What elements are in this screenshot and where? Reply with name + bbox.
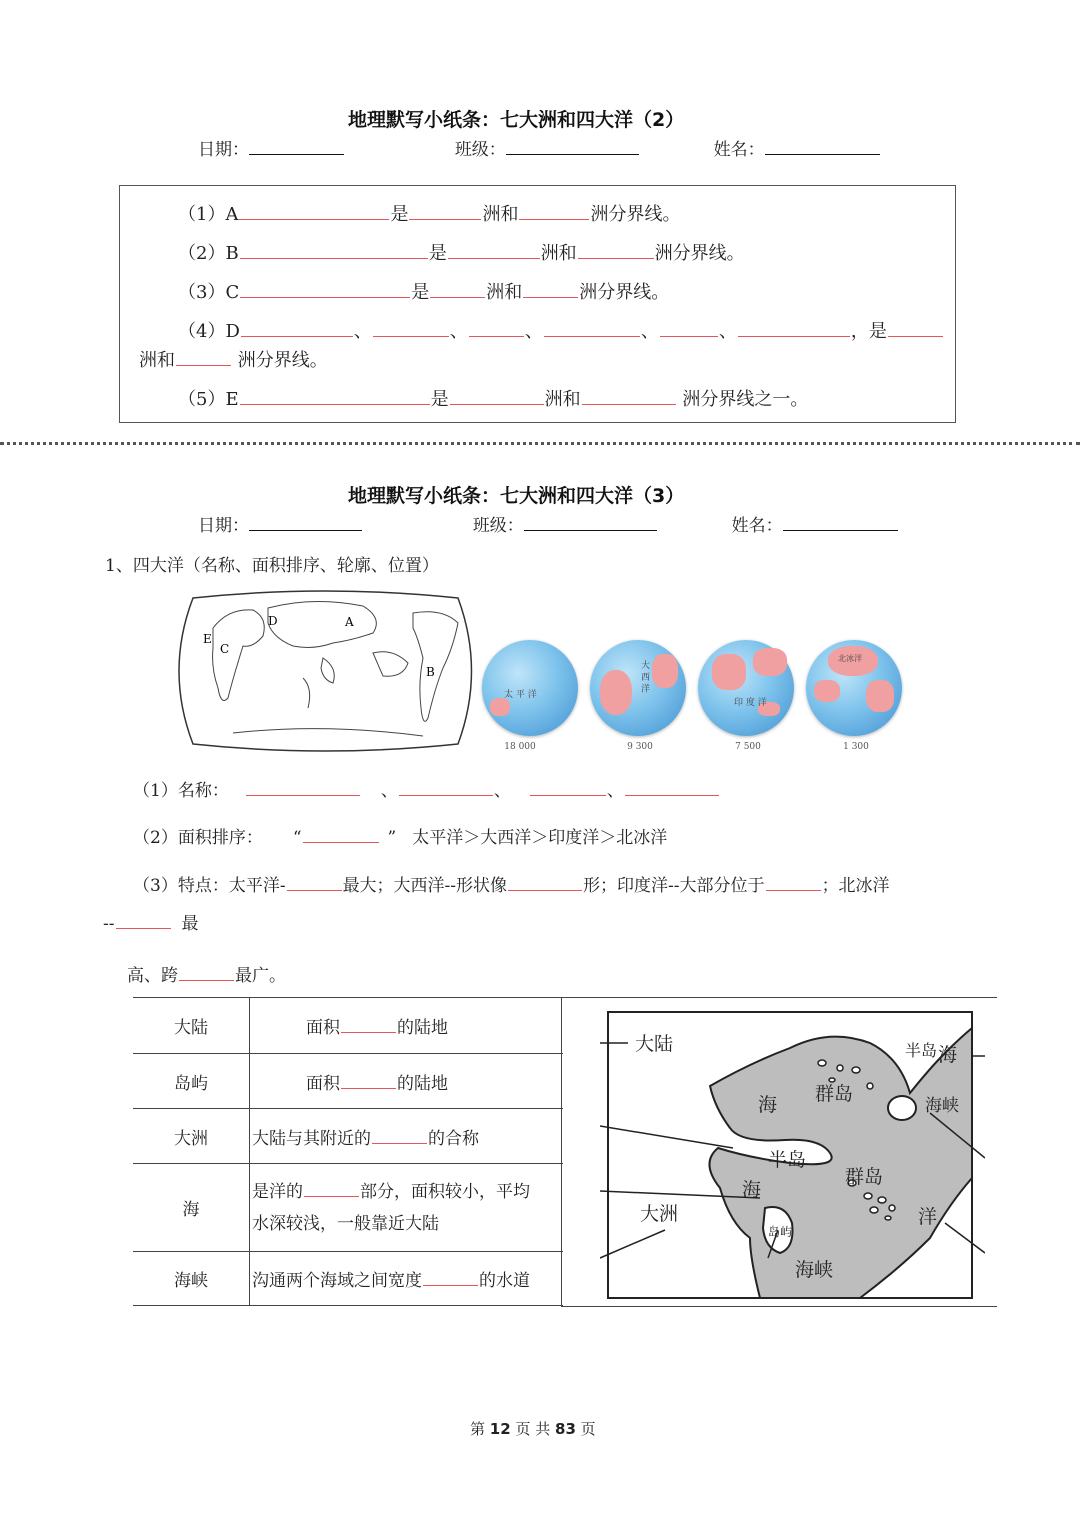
term-cell: 大洲 bbox=[133, 1109, 250, 1164]
table-divider bbox=[561, 997, 562, 1307]
globe-label-3: 7 500 bbox=[735, 742, 761, 752]
s3-p3-line1: （3）特点：太平洋- 最大；大西洋--形状像 形；印度洋--大部分位于 ；北冰洋 bbox=[133, 876, 890, 896]
s2-q2-blank-a[interactable] bbox=[240, 257, 428, 259]
page-footer: 第 12 页 共 83 页 bbox=[470, 1420, 596, 1438]
table-row bbox=[133, 1109, 563, 1164]
table-row bbox=[133, 998, 563, 1054]
definition-cell: 大陆与其附近的 的合称 bbox=[250, 1109, 564, 1164]
table-blank-2[interactable] bbox=[341, 1087, 396, 1089]
diagram-label-sea-1: 海 bbox=[938, 1044, 958, 1066]
table-bottom-rule bbox=[561, 1306, 997, 1307]
s2-q3-blank-b[interactable] bbox=[430, 296, 485, 298]
s2-q4-blank-2[interactable] bbox=[373, 335, 449, 337]
globe-label-4: 1 300 bbox=[843, 742, 869, 752]
s2-q5-blank-a[interactable] bbox=[240, 403, 430, 405]
definition-cell: 沟通两个海域之间宽度 的水道 bbox=[250, 1252, 564, 1306]
definition-cell: 面积 的陆地 bbox=[250, 998, 564, 1054]
s2-q2-blank-c[interactable] bbox=[578, 257, 654, 259]
s2-q2-blank-b[interactable] bbox=[448, 257, 540, 259]
globe-indian bbox=[698, 640, 794, 736]
s3-p2: （2）面积排序： “ ” 太平洋＞大西洋＞印度洋＞北冰洋 bbox=[133, 828, 668, 848]
table-blank-5[interactable] bbox=[423, 1284, 478, 1286]
s2-q4-blank-8[interactable] bbox=[176, 364, 231, 366]
s2-q3-blank-c[interactable] bbox=[523, 296, 578, 298]
table-row bbox=[133, 1164, 563, 1252]
s2-q1-blank-a[interactable] bbox=[239, 218, 389, 220]
s3-p3-line2: -- 最 bbox=[103, 914, 199, 934]
s3-p2-blank[interactable] bbox=[303, 841, 379, 843]
world-map bbox=[173, 588, 478, 754]
globe-arctic-text: 北冰洋 bbox=[838, 654, 862, 663]
definition-cell: 面积 的陆地 bbox=[250, 1054, 564, 1109]
diagram-label-peninsula-2: 半岛 bbox=[768, 1149, 807, 1171]
class-field[interactable] bbox=[524, 530, 657, 531]
table-row bbox=[133, 1054, 563, 1109]
table-blank-4[interactable] bbox=[304, 1195, 359, 1197]
map-label-a: A bbox=[345, 615, 354, 629]
s2-q5-blank-b[interactable] bbox=[450, 403, 544, 405]
date-field[interactable] bbox=[249, 154, 344, 155]
s2-q3: （3）C 是 洲和 洲分界线。 bbox=[178, 282, 670, 303]
s2-q4-blank-6[interactable] bbox=[738, 335, 850, 337]
table-blank-1[interactable] bbox=[341, 1031, 396, 1033]
s2-q4-line1: （4）D 、 、 、 、 、 ，是 bbox=[178, 317, 944, 343]
diagram-label-archipelago-1: 群岛 bbox=[815, 1083, 854, 1105]
term-cell: 岛屿 bbox=[133, 1054, 250, 1109]
map-label-e: E bbox=[203, 632, 212, 646]
cut-line bbox=[0, 442, 1080, 445]
s3-p3-blank-3[interactable] bbox=[766, 889, 821, 891]
section2-title: 地理默写小纸条：七大洲和四大洋（2） bbox=[348, 109, 685, 131]
s3-p3-line3: 高、跨 最广。 bbox=[127, 966, 286, 986]
s2-q5: （5）E 是 洲和 洲分界线之一。 bbox=[178, 389, 809, 410]
s3-p1: （1）名称： 、 、 、 bbox=[133, 776, 720, 801]
s2-q4-blank-4[interactable] bbox=[544, 335, 640, 337]
s2-q1-blank-b[interactable] bbox=[409, 218, 481, 220]
s3-p1-blank-2[interactable] bbox=[399, 794, 493, 796]
s3-p3-blank-5[interactable] bbox=[179, 979, 234, 981]
table-blank-3[interactable] bbox=[372, 1142, 427, 1144]
geography-terms-diagram bbox=[600, 1008, 985, 1303]
s2-q4-blank-3[interactable] bbox=[469, 335, 524, 337]
q1-heading: 1、四大洋（名称、面积排序、轮廓、位置） bbox=[105, 556, 439, 576]
class-field[interactable] bbox=[506, 154, 639, 155]
section2-header bbox=[198, 135, 880, 160]
globe-label-2: 9 300 bbox=[627, 742, 653, 752]
map-label-c: C bbox=[220, 642, 230, 656]
section3-header bbox=[198, 511, 898, 536]
date-label: 日期： bbox=[198, 140, 249, 160]
section3-title: 地理默写小纸条：七大洲和四大洋（3） bbox=[348, 485, 685, 507]
s2-q4-line2: 洲和 洲分界线。 bbox=[139, 350, 328, 371]
s3-p3-blank-1[interactable] bbox=[287, 889, 342, 891]
globe-indian-text: 印 度 洋 bbox=[734, 698, 767, 708]
date-field[interactable] bbox=[249, 530, 362, 531]
diagram-label-continent-2: 大洲 bbox=[640, 1203, 679, 1225]
diagram-label-continent: 大陆 bbox=[635, 1033, 674, 1055]
name-label: 姓名： bbox=[731, 516, 783, 536]
name-label: 姓名： bbox=[713, 140, 765, 160]
globe-atlantic-text: 大 西 洋 bbox=[639, 660, 649, 693]
term-cell: 海 bbox=[133, 1164, 250, 1252]
s2-q4-blank-1[interactable] bbox=[241, 335, 353, 337]
definitions-table bbox=[133, 997, 563, 1306]
s2-q4-blank-5[interactable] bbox=[660, 335, 718, 337]
class-label: 班级： bbox=[454, 140, 506, 160]
s2-q2: （2）B 是 洲和 洲分界线。 bbox=[178, 243, 745, 264]
s2-q5-blank-c[interactable] bbox=[582, 403, 676, 405]
diagram-label-sea-2: 海 bbox=[758, 1094, 778, 1116]
name-field[interactable] bbox=[783, 530, 898, 531]
s3-p3-blank-2[interactable] bbox=[508, 889, 582, 891]
s2-q1: （1）A 是 洲和 洲分界线。 bbox=[178, 204, 681, 225]
diagram-label-peninsula-1: 半岛 bbox=[905, 1041, 938, 1060]
s3-p3-blank-4[interactable] bbox=[116, 927, 171, 929]
s3-p1-blank-3[interactable] bbox=[530, 794, 606, 796]
name-field[interactable] bbox=[765, 154, 880, 155]
map-label-d: D bbox=[268, 614, 278, 628]
class-label: 班级： bbox=[472, 516, 524, 536]
term-cell: 大陆 bbox=[133, 998, 250, 1054]
term-cell: 海峡 bbox=[133, 1252, 250, 1306]
s2-q1-blank-c[interactable] bbox=[519, 218, 589, 220]
s3-p1-blank-1[interactable] bbox=[246, 794, 360, 796]
diagram-label-strait-2: 海峡 bbox=[795, 1259, 834, 1281]
date-label: 日期： bbox=[198, 516, 249, 536]
s2-q4-blank-7[interactable] bbox=[888, 335, 943, 337]
s2-q3-blank-a[interactable] bbox=[240, 296, 410, 298]
globe-pacific-text: 太 平 洋 bbox=[504, 690, 537, 700]
diagram-label-island: 岛屿 bbox=[768, 1225, 793, 1239]
table-row bbox=[133, 1252, 563, 1306]
map-label-b: B bbox=[426, 665, 435, 679]
s3-p1-blank-4[interactable] bbox=[625, 794, 719, 796]
diagram-label-sea-3: 海 bbox=[742, 1179, 762, 1201]
diagram-label-strait-1: 海峡 bbox=[925, 1096, 959, 1116]
diagram-label-archipelago-2: 群岛 bbox=[845, 1166, 884, 1188]
table-top-rule bbox=[561, 997, 997, 998]
definition-cell: 是洋的 部分，面积较小，平均 水深较浅，一般靠近大陆 bbox=[250, 1164, 564, 1252]
diagram-label-ocean: 洋 bbox=[918, 1206, 938, 1228]
globe-label-1: 18 000 bbox=[504, 742, 536, 752]
